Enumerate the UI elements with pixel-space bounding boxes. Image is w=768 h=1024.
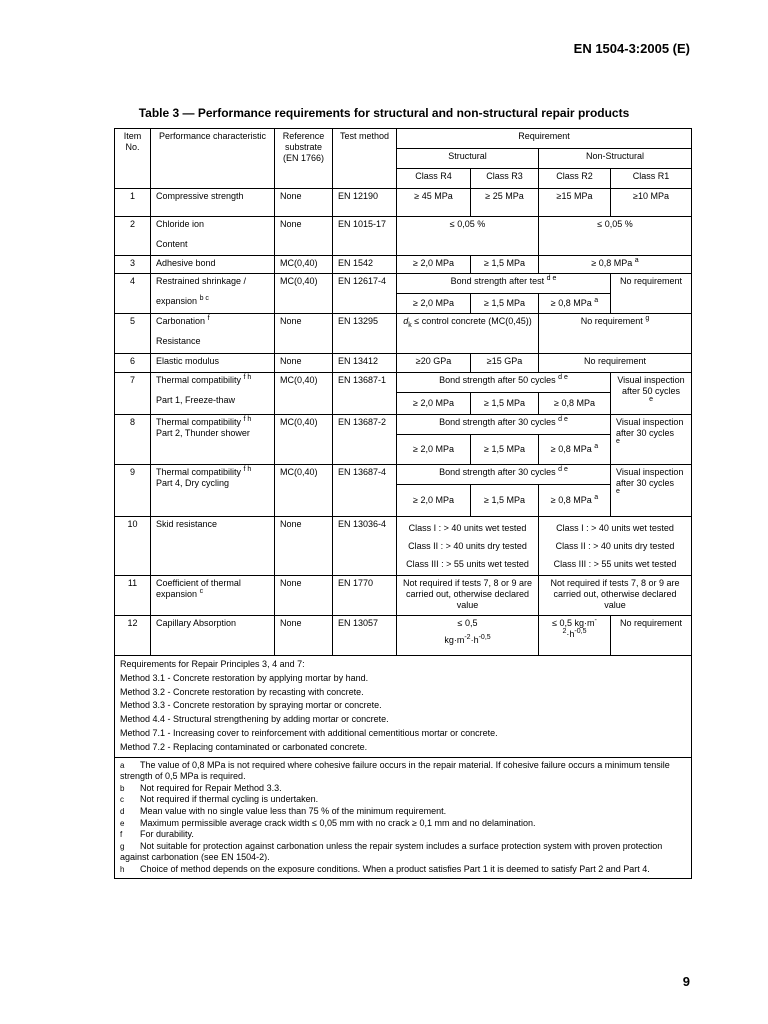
item-no: 11 [115,576,151,616]
reference: None [275,616,333,656]
item-no: 6 [115,354,151,373]
value-r2 [539,616,611,656]
value-r3: ≥ 25 MPa [471,189,539,217]
principle-line: Requirements for Repair Principles 3, 4 and 7: [120,659,305,669]
characteristic-line: Part 1, Freeze-thaw [156,395,236,405]
table-row [115,415,692,435]
value-text: Visual inspection after 30 cycles [616,417,684,438]
footnote-mark: d e [546,275,557,282]
footnote-text: Maximum permissible average crack width ≤ 0,05 mm with no crack ≥ 0,1 mm and no delamination. [140,817,536,828]
table-row [115,373,692,393]
value-non-structural [539,517,692,576]
header-requirement: Requirement [397,129,692,149]
characteristic-line: Restrained shrinkage / [156,276,247,286]
bond-strength [397,274,611,294]
footnote [120,794,686,806]
item-no: 12 [115,616,151,656]
class-line: Class I : > 40 units wet tested [408,523,527,533]
table-row [115,576,692,616]
principle-line: Method 3.2 - Concrete restoration by recasting with concrete. [120,686,364,697]
value-text: ≥ 0,8 MPa [550,495,592,505]
footnote-mark: e [616,488,620,495]
characteristic [151,217,275,256]
footnote [120,864,686,876]
value-r3: ≥ 1,5 MPa [471,294,539,314]
characteristic-line: Resistance [156,336,201,346]
value-structural [397,517,539,576]
characteristic-line: Content [156,239,188,249]
value-text: ≥ 0,8 MPa [591,258,633,268]
footnotes [115,757,692,878]
header-class-r1: Class R1 [611,169,692,189]
symbol-d: d [403,316,409,326]
footnote-mark: g [645,315,650,322]
reference: MC(0,40) [275,415,333,465]
footnote [120,841,686,864]
footnote-text: Mean value with no single value less than 75 % of the minimum requirement. [140,805,447,816]
value-r1 [611,373,692,415]
footnote-marker: a [120,760,125,770]
value-r3: ≥15 GPa [471,354,539,373]
reference: None [275,189,333,217]
footnote-mark: f h [243,466,252,473]
footnotes-row [115,757,692,878]
footnote-mark: d e [558,416,568,423]
value-r2 [539,485,611,517]
value-r3: ≥ 1,5 MPa [471,485,539,517]
footnote-mark: a [594,494,599,501]
footnote-mark: f [207,315,210,322]
reference: MC(0,40) [275,373,333,415]
characteristic: Elastic modulus [151,354,275,373]
value-r4: ≥20 GPa [397,354,471,373]
footnote [120,806,686,818]
item-no: 5 [115,314,151,354]
value-text: ≤ 0,5 [457,618,478,628]
reference: None [275,576,333,616]
characteristic-text: Part 2, Thunder shower [156,428,250,438]
footnote-text: Not required if thermal cycling is undertaken. [140,794,319,805]
footnote-marker: f [120,830,123,840]
value-r2 [539,435,611,465]
header-class-r2: Class R2 [539,169,611,189]
reference: None [275,217,333,256]
characteristic-text: expansion [156,296,198,306]
characteristic-text: Thermal compatibility [156,417,242,427]
principle-line: Method 4.4 - Structural strengthening by adding mortar or concrete. [120,714,389,725]
bond-strength [397,373,611,393]
characteristic [151,373,275,415]
repair-principles [115,656,692,758]
value-r4: ≥ 45 MPa [397,189,471,217]
value-structural [397,616,539,656]
value-r3: ≥ 1,5 MPa [471,256,539,274]
footnote-mark: a [594,443,599,450]
value-r4: ≥ 2,0 MPa [397,485,471,517]
footnote-mark: a [634,257,639,264]
footnote-mark: d e [558,374,568,381]
characteristic-text: Coefficient of thermal [156,578,241,588]
header-reference: Reference substrate (EN 1766) [275,129,333,189]
exponent: -0,5 [478,634,491,641]
characteristic-line: Chloride ion [156,219,205,229]
class-line: Class III : > 55 units wet tested [553,559,677,569]
unit-text: ·h [566,629,575,639]
bond-text: Bond strength after 30 cycles [439,467,556,477]
bond-strength [397,415,611,435]
footnote-marker: h [120,864,125,874]
class-line: Class III : > 55 units wet tested [406,559,529,569]
footnote-mark: c [199,588,204,595]
test-method: EN 1015-17 [333,217,397,256]
characteristic-text: Thermal compatibility [156,375,242,385]
value-r1: No requirement [611,616,692,656]
header-non-structural: Non-Structural [539,149,692,169]
item-no: 4 [115,274,151,314]
test-method: EN 13295 [333,314,397,354]
value-structural: Not required if tests 7, 8 or 9 are carried out, otherwise declared value [397,576,539,616]
footnote-mark: f h [243,374,252,381]
characteristic: Capillary Absorption [151,616,275,656]
value-structural: ≤ 0,05 % [397,217,539,256]
value-r1 [611,415,692,465]
exponent: -0,5 [574,628,587,635]
value-text: Visual inspection after 30 cycles [616,467,684,488]
unit-line [444,635,490,646]
repair-principles-row [115,656,692,758]
footnote-marker: d [120,806,125,816]
value-r3: ≥ 1,5 MPa [471,435,539,465]
class-line: Class II : > 40 units dry tested [408,541,527,551]
value-non-structural [539,314,692,354]
header-row [115,129,692,149]
table-row [115,517,692,576]
class-line: Class I : > 40 units wet tested [556,523,674,533]
header-structural: Structural [397,149,539,169]
principle-line: Method 3.3 - Concrete restoration by spraying mortar or concrete. [120,700,382,711]
reference: None [275,517,333,576]
value-text: ≥ 0,8 MPa [550,298,592,308]
header-class-r4: Class R4 [397,169,471,189]
footnote-mark: f h [243,416,252,423]
footnote-marker: g [120,841,125,851]
table-row [115,256,692,274]
bond-text: Bond strength after 50 cycles [439,375,556,385]
class-line: Class II : > 40 units dry tested [555,541,675,551]
characteristic: Skid resistance [151,517,275,576]
bond-strength [397,465,611,485]
characteristic-line-2 [156,296,269,307]
value-r3: ≥ 1,5 MPa [471,393,539,415]
footnote [120,783,686,795]
value-r2 [539,294,611,314]
value-r4: ≥ 2,0 MPa [397,435,471,465]
test-method: EN 12617-4 [333,274,397,314]
characteristic [151,415,275,465]
reference: MC(0,40) [275,465,333,517]
test-method: EN 1542 [333,256,397,274]
item-no: 7 [115,373,151,415]
test-method: EN 13687-2 [333,415,397,465]
page-number: 9 [682,974,690,989]
footnote-mark: e [616,438,620,445]
value-r4: ≥ 2,0 MPa [397,393,471,415]
item-no: 3 [115,256,151,274]
performance-requirements-table [114,128,692,879]
item-no: 9 [115,465,151,517]
value-non-structural: ≤ 0,05 % [539,217,692,256]
footnote-text: For durability. [140,829,194,840]
value-r1 [611,465,692,517]
characteristic-text: Part 4, Dry cycling [156,478,230,488]
characteristic-text: Carbonation [156,316,206,326]
value-structural [397,314,539,354]
test-method: EN 13687-1 [333,373,397,415]
characteristic: Adhesive bond [151,256,275,274]
value-text: ≥ 0,8 MPa [550,444,592,454]
reference: None [275,354,333,373]
unit-text: ·h [470,635,479,645]
table-row [115,189,692,217]
table-row [115,274,692,294]
table-row [115,217,692,256]
footnote-mark: a [594,297,599,304]
header-item-no: Item No. [115,129,151,189]
bond-text: Bond strength after test [450,276,545,286]
value-r1: No requirement [611,274,692,314]
principle-line: Method 7.2 - Replacing contaminated or carbonated concrete. [120,741,368,752]
test-method: EN 12190 [333,189,397,217]
characteristic [151,576,275,616]
value-non-structural [539,256,692,274]
test-method: EN 13412 [333,354,397,373]
value-text: Visual inspection after 50 cycles [617,375,685,396]
footnote-mark: e [649,396,653,403]
exponent: -2 [464,634,471,641]
exponent: 2 [562,628,567,635]
header-test-method: Test method [333,129,397,189]
reference: MC(0,40) [275,256,333,274]
characteristic: Compressive strength [151,189,275,217]
table-row [115,314,692,354]
exponent: - [594,617,597,624]
test-method: EN 13057 [333,616,397,656]
unit-text: kg·m [444,635,465,645]
value-non-structural: Not required if tests 7, 8 or 9 are carried out, otherwise declared value [539,576,692,616]
value-r4: ≥ 2,0 MPa [397,294,471,314]
footnote-text: The value of 0,8 MPa is not required where cohesive failure occurs in the repair material. If cohesive failure occurs a minimum tensile strength of 0,5 MPa is required. [120,759,670,782]
header-class-r3: Class R3 [471,169,539,189]
reference: None [275,314,333,354]
characteristic [151,465,275,517]
footnote [120,829,686,841]
item-no: 1 [115,189,151,217]
characteristic-text: expansion [156,589,198,599]
footnote-mark: b c [199,295,209,302]
footnote-marker: c [120,795,124,805]
value-r1: ≥10 MPa [611,189,692,217]
principle-line: Method 7.1 - Increasing cover to reinforcement with additional cementitious mortar or concrete. [120,727,498,738]
symbol-k: k [408,321,412,329]
footnote-marker: b [120,783,125,793]
characteristic [151,274,275,314]
footnote-text: Choice of method depends on the exposure conditions. When a product satisfies Part 1 it is deemed to satisfy Part 2 and Part 4. [140,863,650,874]
item-no: 2 [115,217,151,256]
characteristic [151,314,275,354]
value-text: ≤ 0,5 kg·m [552,618,595,628]
item-no: 8 [115,415,151,465]
footnote [120,818,686,830]
table-row [115,354,692,373]
footnote [120,760,686,783]
table-row [115,465,692,485]
bond-text: Bond strength after 30 cycles [439,417,556,427]
footnote-mark: d e [558,466,568,473]
value-non-structural: No requirement [539,354,692,373]
principle-line: Method 3.1 - Concrete restoration by applying mortar by hand. [120,672,369,683]
value-r4: ≥ 2,0 MPa [397,256,471,274]
footnote-marker: e [120,818,125,828]
value-r2: ≥15 MPa [539,189,611,217]
item-no: 10 [115,517,151,576]
footnote-text: Not suitable for protection against carbonation unless the repair system includes a surface protection system with proven protection against carbonation (see EN 1504-2). [120,840,663,863]
footnote-text: Not required for Repair Method 3.3. [140,782,282,793]
value-r2: ≥ 0,8 MPa [539,393,611,415]
value-text: No requirement [580,316,643,326]
document-id: EN 1504-3:2005 (E) [573,41,690,56]
characteristic-text: Thermal compatibility [156,467,242,477]
test-method: EN 1770 [333,576,397,616]
reference: MC(0,40) [275,274,333,314]
table-title: Table 3 — Performance requirements for structural and non-structural repair products [138,106,630,120]
table-row [115,616,692,656]
value-text: ≤ control concrete (MC(0,45)) [414,316,532,326]
header-performance: Performance characteristic [151,129,275,189]
test-method: EN 13036-4 [333,517,397,576]
test-method: EN 13687-4 [333,465,397,517]
